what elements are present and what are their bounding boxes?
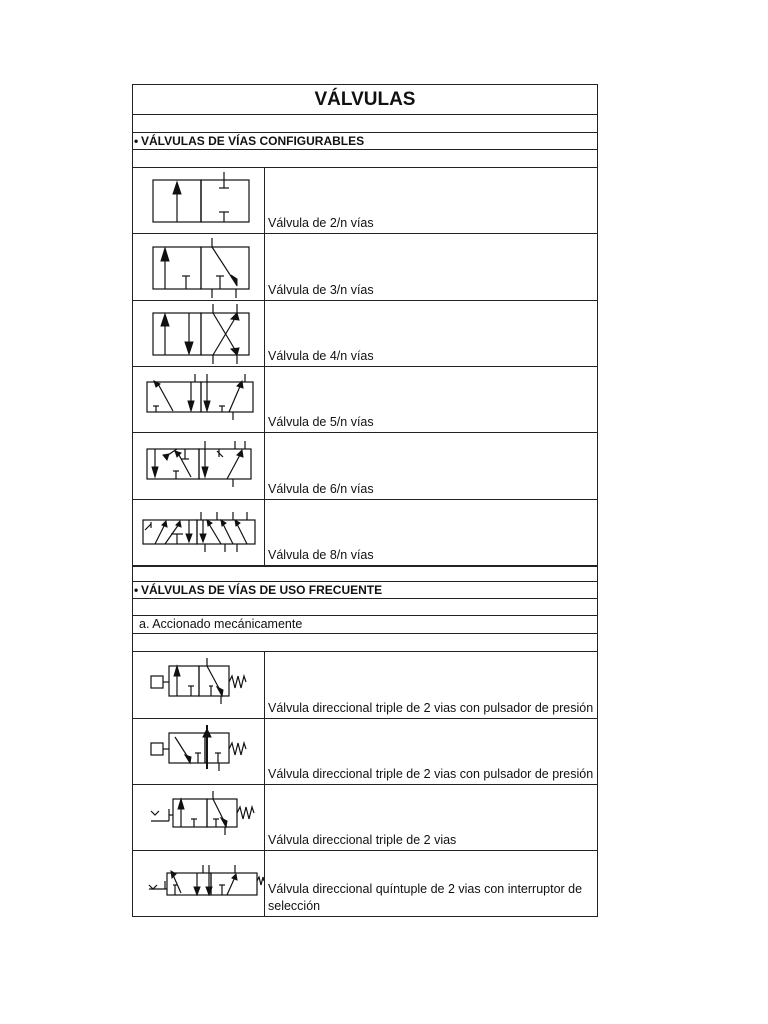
blank-row xyxy=(132,149,598,167)
subheading: a. Accionado mecánicamente xyxy=(132,615,598,633)
valve-5-n-icon xyxy=(133,367,265,432)
valve-label: Válvula direccional triple de 2 vias con pulsador de presión xyxy=(268,767,594,781)
blank-row xyxy=(132,565,598,581)
valve-label: Válvula direccional triple de 2 vias xyxy=(268,833,457,847)
table-row xyxy=(132,784,598,850)
valve-8-n-icon xyxy=(133,500,265,565)
valve-label: Válvula direccional triple de 2 vias con pulsador de presión xyxy=(268,701,594,715)
section-heading-text: VÁLVULAS DE VÍAS CONFIGURABLES xyxy=(141,134,365,148)
push-valve-alt-icon xyxy=(133,719,265,784)
valve-label: Válvula de 8/n vías xyxy=(268,548,374,562)
valve-3-n-icon xyxy=(133,234,265,300)
table-row xyxy=(132,233,598,300)
table-row xyxy=(132,167,598,233)
valve-4-n-icon xyxy=(133,301,265,366)
valve-label: Válvula direccional quíntuple de 2 vias con interruptor de selección xyxy=(268,882,583,913)
roller-valve-icon xyxy=(133,785,265,850)
selector-valve-icon xyxy=(133,851,265,916)
table-bottom-border xyxy=(132,916,598,917)
valve-label: Válvula de 2/n vías xyxy=(268,216,374,230)
valve-label: Válvula de 5/n vías xyxy=(268,415,374,429)
table-row xyxy=(132,366,598,432)
section-heading-text: VÁLVULAS DE VÍAS DE USO FRECUENTE xyxy=(141,583,383,597)
valve-label: Válvula de 3/n vías xyxy=(268,283,374,297)
table-row xyxy=(132,499,598,565)
bullet: • xyxy=(134,134,139,148)
bullet: • xyxy=(134,583,139,597)
table-row xyxy=(132,718,598,784)
section-heading-configurable xyxy=(132,132,598,149)
valve-label: Válvula de 4/n vías xyxy=(268,349,374,363)
blank-row xyxy=(132,598,598,615)
blank-row xyxy=(132,633,598,651)
valve-label: Válvula de 6/n vías xyxy=(268,482,374,496)
table-row xyxy=(132,850,598,916)
valve-6-n-icon xyxy=(133,433,265,499)
table-row xyxy=(132,651,598,718)
table-row xyxy=(132,300,598,366)
section-heading-frequent xyxy=(132,581,598,598)
push-valve-icon xyxy=(133,652,265,718)
blank-row xyxy=(132,114,598,132)
table-row xyxy=(132,432,598,499)
page-title: VÁLVULAS xyxy=(132,84,598,114)
valve-2-n-icon xyxy=(133,168,265,233)
